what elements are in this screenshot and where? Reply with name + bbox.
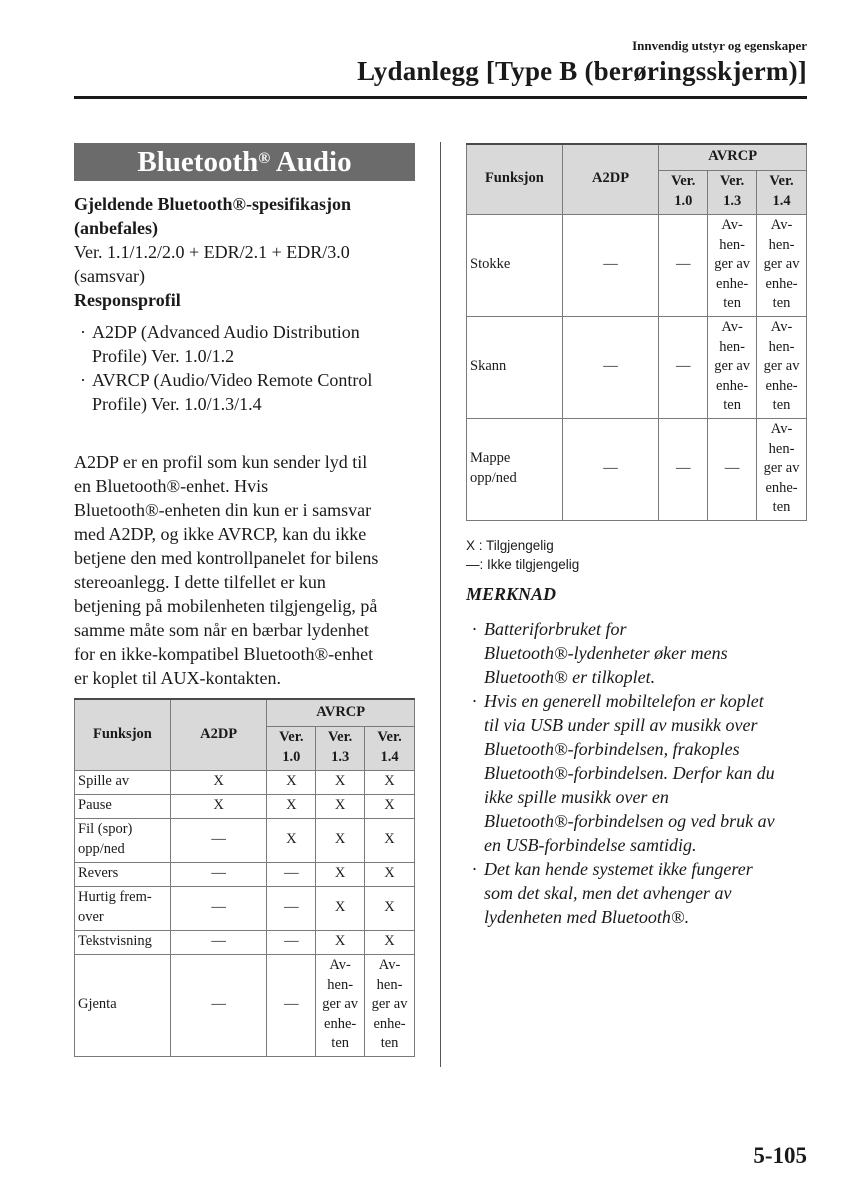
list-item-line: AVRCP (Audio/Video Remote Control bbox=[92, 370, 373, 390]
v13-cell bbox=[316, 954, 365, 1056]
cell-line: ger av bbox=[322, 996, 359, 1013]
note-item bbox=[466, 857, 811, 929]
table-row bbox=[75, 886, 415, 930]
paragraph-line: en Bluetooth®-enhet. Hvis bbox=[74, 476, 269, 496]
cell-line: ger av bbox=[714, 358, 751, 375]
cell-line: ten bbox=[772, 397, 791, 414]
a2dp-cell: — bbox=[562, 214, 659, 316]
v14-cell: X bbox=[365, 886, 415, 930]
spec-heading-line: (anbefales) bbox=[74, 218, 158, 238]
cell-line: enhe- bbox=[373, 1015, 406, 1032]
header-ver-1-4 bbox=[757, 170, 807, 214]
paragraph-line: stereoanlegg. I dette tilfellet er kun bbox=[74, 572, 326, 592]
v14-cell bbox=[365, 954, 415, 1056]
v10-cell: — bbox=[659, 316, 708, 418]
v14-cell bbox=[757, 316, 807, 418]
cell-line: enhe- bbox=[716, 275, 749, 292]
cell-line: Gjenta bbox=[78, 996, 117, 1013]
cell-line: hen- bbox=[327, 976, 354, 993]
header-ver-label: Ver. bbox=[671, 173, 696, 190]
list-item-line: A2DP (Advanced Audio Distribution bbox=[92, 322, 360, 342]
profile-heading: Responsprofil bbox=[74, 290, 181, 310]
paragraph-line: A2DP er en profil som kun sender lyd til bbox=[74, 452, 368, 472]
paragraph-line: for en ikke-kompatibel Bluetooth®-enhet bbox=[74, 644, 374, 664]
v13-cell: X bbox=[316, 862, 365, 886]
profile-list bbox=[74, 320, 419, 416]
cell-line: ten bbox=[380, 1035, 399, 1052]
note-line: Det kan hende systemet ikke fungerer bbox=[484, 859, 753, 879]
note-line: lydenheten med Bluetooth®. bbox=[484, 907, 690, 927]
v14-cell bbox=[757, 214, 807, 316]
header-ver-1-0 bbox=[659, 170, 708, 214]
table-row bbox=[467, 316, 807, 418]
a2dp-cell: X bbox=[170, 794, 267, 818]
cell-line: Mappe bbox=[470, 450, 511, 467]
v10-cell: — bbox=[267, 862, 316, 886]
v10-cell: X bbox=[267, 770, 316, 794]
header-a2dp: A2DP bbox=[562, 144, 659, 214]
paragraph-line: er koplet til AUX-kontakten. bbox=[74, 668, 281, 688]
legend-available: X : Tilgjengelig bbox=[466, 538, 554, 553]
header-ver-number: 1.0 bbox=[282, 749, 301, 765]
header-ver-label: Ver. bbox=[719, 173, 745, 190]
cell-line: hen- bbox=[376, 976, 403, 993]
cell-line: ger av bbox=[714, 256, 751, 273]
header-ver-number: 1.4 bbox=[772, 193, 791, 209]
cell-line: hen- bbox=[719, 236, 746, 253]
v10-cell: X bbox=[267, 794, 316, 818]
cell-line: ten bbox=[723, 397, 741, 414]
v10-cell: — bbox=[659, 418, 708, 520]
table-row bbox=[75, 954, 415, 1056]
function-cell bbox=[75, 794, 171, 818]
cell-line: Tekstvisning bbox=[78, 933, 152, 950]
paragraph-line: med A2DP, og ikke AVRCP, kan du ikke bbox=[74, 524, 367, 544]
cell-line: enhe- bbox=[765, 275, 798, 292]
bullet-icon: · bbox=[80, 370, 86, 390]
header-ver-number: 1.4 bbox=[380, 749, 399, 765]
note-line: Hvis en generell mobiltelefon er koplet bbox=[484, 691, 764, 711]
description-paragraph bbox=[74, 450, 419, 690]
header-ver-label: Ver. bbox=[377, 729, 402, 746]
a2dp-cell: — bbox=[562, 316, 659, 418]
list-item bbox=[74, 320, 419, 368]
table-row bbox=[75, 930, 415, 954]
table-legend bbox=[466, 536, 579, 574]
v14-cell: X bbox=[365, 862, 415, 886]
function-cell bbox=[75, 954, 171, 1056]
a2dp-cell: — bbox=[170, 886, 267, 930]
note-item bbox=[466, 617, 811, 689]
note-line: Bluetooth®-forbindelsen og ved bruk av bbox=[484, 811, 775, 831]
cell-line: hen- bbox=[768, 236, 795, 253]
cell-line: ger av bbox=[763, 460, 800, 477]
v13-cell: X bbox=[316, 770, 365, 794]
header-ver-1-0 bbox=[267, 726, 316, 770]
function-cell bbox=[75, 818, 171, 862]
cell-line: ger av bbox=[371, 996, 408, 1013]
cell-line: opp/ned bbox=[78, 841, 125, 857]
v14-cell: X bbox=[365, 818, 415, 862]
function-cell bbox=[467, 316, 563, 418]
section-banner bbox=[74, 143, 415, 181]
a2dp-cell: — bbox=[170, 930, 267, 954]
header-ver-label: Ver. bbox=[279, 729, 304, 746]
compatibility-table-1 bbox=[74, 698, 415, 1057]
spec-version-line: Ver. 1.1/1.2/2.0 + EDR/2.1 + EDR/3.0 bbox=[74, 242, 350, 262]
note-line: Bluetooth® er tilkoplet. bbox=[484, 667, 656, 687]
note-line: ikke spille musikk over en bbox=[484, 787, 669, 807]
header-a2dp: A2DP bbox=[170, 699, 267, 770]
header-ver-label: Ver. bbox=[328, 729, 353, 746]
cell-line: Av- bbox=[329, 957, 351, 974]
cell-line: over bbox=[78, 909, 104, 925]
note-line: Batteriforbruket for bbox=[484, 619, 627, 639]
paragraph-line: betjene den med kontrollpanelet for bilens bbox=[74, 548, 379, 568]
v10-cell: X bbox=[267, 818, 316, 862]
cell-line: Pause bbox=[78, 797, 112, 814]
v13-cell: X bbox=[316, 794, 365, 818]
v13-cell: X bbox=[316, 886, 365, 930]
a2dp-cell: X bbox=[170, 770, 267, 794]
header-divider bbox=[74, 96, 807, 99]
cell-line: Av- bbox=[378, 957, 401, 974]
cell-line: Av- bbox=[770, 217, 793, 234]
bullet-icon: · bbox=[80, 322, 86, 342]
note-line: Bluetooth®-forbindelsen, frakoples bbox=[484, 739, 740, 759]
note-item bbox=[466, 689, 811, 857]
legend-unavailable: —: Ikke tilgjengelig bbox=[466, 557, 580, 572]
paragraph-line: samme måte som når en bærbar lydenhet bbox=[74, 620, 369, 640]
table-row bbox=[75, 794, 415, 818]
note-line: som det skal, men det avhenger av bbox=[484, 883, 732, 903]
list-item-line: Profile) Ver. 1.0/1.2 bbox=[92, 346, 235, 366]
note-line: en USB-forbindelse samtidig. bbox=[484, 835, 697, 855]
paragraph-line: Bluetooth®-enheten din kun er i samsvar bbox=[74, 500, 372, 520]
cell-line: Revers bbox=[78, 865, 119, 882]
note-line: Bluetooth®-forbindelsen. Derfor kan du bbox=[484, 763, 775, 783]
cell-line: ten bbox=[772, 499, 791, 516]
list-item-line: Profile) Ver. 1.0/1.3/1.4 bbox=[92, 394, 262, 414]
note-list bbox=[466, 617, 811, 929]
header-avrcp: AVRCP bbox=[267, 699, 415, 726]
cell-line: enhe- bbox=[765, 377, 798, 394]
table-row bbox=[75, 770, 415, 794]
v14-cell: X bbox=[365, 770, 415, 794]
cell-line: Av- bbox=[770, 421, 793, 438]
header-ver-1-4 bbox=[365, 726, 415, 770]
function-cell bbox=[467, 214, 563, 316]
v14-cell: X bbox=[365, 794, 415, 818]
spec-version bbox=[74, 240, 419, 288]
function-cell bbox=[75, 930, 171, 954]
banner-text-2: Audio bbox=[270, 146, 352, 178]
banner-registered-mark: ® bbox=[258, 150, 271, 167]
v10-cell: — bbox=[267, 930, 316, 954]
cell-line: Stokke bbox=[470, 256, 511, 273]
v10-cell: — bbox=[267, 886, 316, 930]
function-cell bbox=[75, 862, 171, 886]
header-ver-number: 1.0 bbox=[674, 193, 693, 209]
v10-cell: — bbox=[267, 954, 316, 1056]
table-row bbox=[75, 818, 415, 862]
paragraph-line: betjening på mobilenheten tilgjengelig, på bbox=[74, 596, 378, 616]
header-function: Funksjon bbox=[75, 699, 171, 770]
v13-cell: — bbox=[708, 418, 757, 520]
cell-line: Av- bbox=[721, 319, 743, 336]
column-divider bbox=[440, 142, 441, 1067]
spec-version-line: (samsvar) bbox=[74, 266, 145, 286]
table-row bbox=[467, 214, 807, 316]
header-ver-number: 1.3 bbox=[723, 193, 742, 209]
header-function: Funksjon bbox=[467, 144, 563, 214]
cell-line: Spille av bbox=[78, 773, 130, 790]
cell-line: Av- bbox=[721, 217, 743, 234]
cell-line: hen- bbox=[768, 338, 795, 355]
a2dp-cell: — bbox=[170, 862, 267, 886]
page-title: Lydanlegg [Type B (berøringsskjerm)] bbox=[357, 56, 807, 86]
list-item bbox=[74, 368, 419, 416]
header-avrcp: AVRCP bbox=[659, 144, 807, 170]
function-cell bbox=[75, 770, 171, 794]
header-ver-1-3 bbox=[316, 726, 365, 770]
section-label: Innvendig utstyr og egenskaper bbox=[632, 38, 807, 53]
bullet-icon: · bbox=[472, 859, 477, 879]
table-row bbox=[467, 418, 807, 520]
cell-line: ger av bbox=[763, 358, 800, 375]
cell-line: ten bbox=[772, 295, 791, 312]
cell-line: hen- bbox=[768, 440, 795, 457]
a2dp-cell: — bbox=[170, 954, 267, 1056]
cell-line: Hurtig frem- bbox=[78, 889, 152, 906]
v13-cell bbox=[708, 214, 757, 316]
header-ver-1-3 bbox=[708, 170, 757, 214]
cell-line: enhe- bbox=[324, 1015, 357, 1032]
spec-heading bbox=[74, 192, 419, 240]
v10-cell: — bbox=[659, 214, 708, 316]
cell-line: ten bbox=[331, 1035, 350, 1052]
bullet-icon: · bbox=[472, 619, 477, 639]
cell-line: Skann bbox=[470, 358, 507, 375]
cell-line: Fil (spor) bbox=[78, 821, 133, 838]
note-heading: MERKNAD bbox=[466, 584, 557, 604]
v13-cell: X bbox=[316, 818, 365, 862]
a2dp-cell: — bbox=[562, 418, 659, 520]
note-line: til via USB under spill av musikk over bbox=[484, 715, 758, 735]
a2dp-cell: — bbox=[170, 818, 267, 862]
function-cell bbox=[467, 418, 563, 520]
spec-heading-line: Gjeldende Bluetooth®-spesifikasjon bbox=[74, 194, 351, 214]
cell-line: hen- bbox=[719, 338, 746, 355]
page-number: 5-105 bbox=[753, 1143, 807, 1168]
header-ver-number: 1.3 bbox=[331, 749, 350, 765]
banner-text: Bluetooth bbox=[137, 146, 259, 178]
cell-line: enhe- bbox=[765, 479, 798, 496]
compatibility-table-2 bbox=[466, 143, 807, 521]
v13-cell: X bbox=[316, 930, 365, 954]
table-row bbox=[75, 862, 415, 886]
v14-cell bbox=[757, 418, 807, 520]
v14-cell: X bbox=[365, 930, 415, 954]
cell-line: enhe- bbox=[716, 377, 749, 394]
cell-line: ten bbox=[723, 295, 741, 312]
bullet-icon: · bbox=[472, 691, 477, 711]
header-ver-label: Ver. bbox=[769, 173, 794, 190]
function-cell bbox=[75, 886, 171, 930]
cell-line: ger av bbox=[763, 256, 800, 273]
cell-line: Av- bbox=[770, 319, 793, 336]
v13-cell bbox=[708, 316, 757, 418]
cell-line: opp/ned bbox=[470, 470, 517, 486]
note-line: Bluetooth®-lydenheter øker mens bbox=[484, 643, 728, 663]
